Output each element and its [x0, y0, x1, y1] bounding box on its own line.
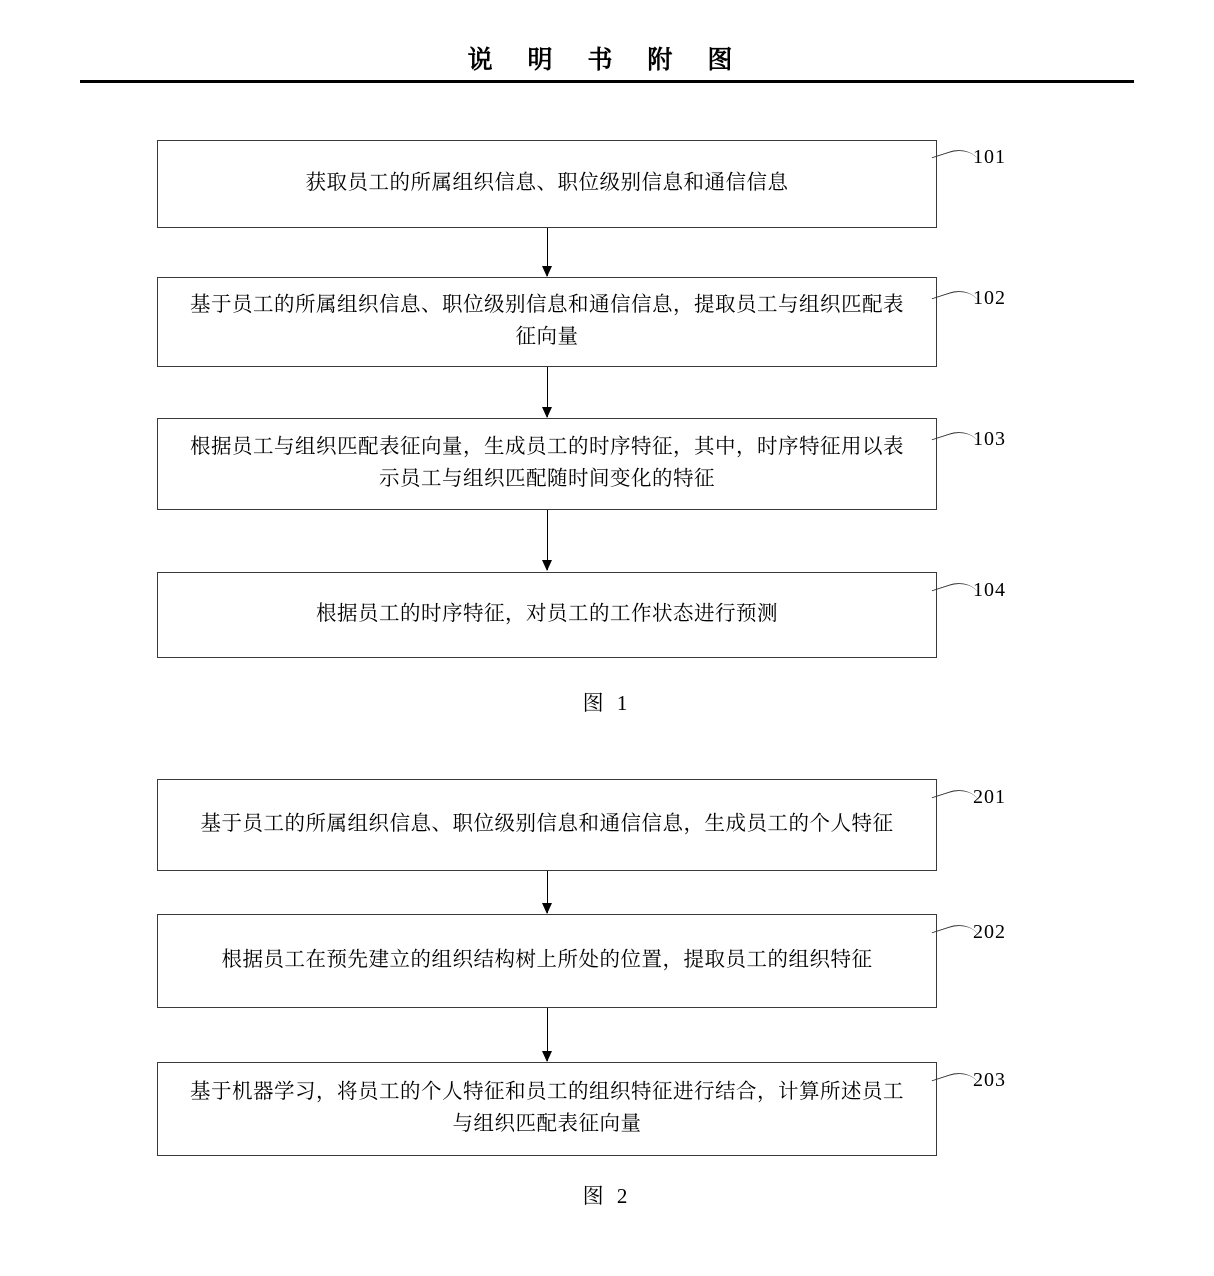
flow-box-101-label: 获取员工的所属组织信息、职位级别信息和通信信息	[305, 172, 789, 195]
flow-box-103	[157, 418, 937, 510]
flow-box-101	[157, 140, 937, 228]
flow-tag-202: 202	[973, 921, 1006, 943]
flow-arrow-101-102	[547, 228, 548, 276]
flow-box-202	[157, 914, 937, 1008]
flow-box-102-label: 基于员工的所属组织信息、职位级别信息和通信信息，提取员工与组织匹配表征向量	[190, 294, 904, 348]
flow-box-202-label: 根据员工在预先建立的组织结构树上所处的位置，提取员工的组织特征	[221, 949, 873, 972]
page-title: 说 明 书 附 图	[467, 46, 747, 74]
flow-arrow-201-202	[547, 871, 548, 913]
flow-box-203-label: 基于机器学习，将员工的个人特征和员工的组织特征进行结合，计算所述员工与组织匹配表征向量	[190, 1081, 904, 1135]
flow-box-203	[157, 1062, 937, 1156]
figure-1-caption: 图 1	[582, 691, 632, 715]
flow-tag-104: 104	[973, 579, 1006, 601]
flow-tag-102: 102	[973, 287, 1006, 309]
flow-box-201-label: 基于员工的所属组织信息、职位级别信息和通信信息，生成员工的个人特征	[200, 813, 894, 836]
flow-box-102	[157, 277, 937, 367]
figure-2-caption: 图 2	[582, 1184, 632, 1208]
flow-arrow-102-103	[547, 367, 548, 417]
flow-arrow-202-203	[547, 1008, 548, 1061]
flow-arrow-103-104	[547, 510, 548, 570]
flow-tag-101: 101	[973, 146, 1006, 168]
flow-box-201	[157, 779, 937, 871]
flow-box-104	[157, 572, 937, 658]
title-divider	[80, 80, 1134, 83]
flow-tag-203: 203	[973, 1069, 1006, 1091]
flow-box-103-label: 根据员工与组织匹配表征向量，生成员工的时序特征，其中，时序特征用以表示员工与组织匹配随时间变化的特征	[190, 436, 904, 490]
flow-box-104-label: 根据员工的时序特征，对员工的工作状态进行预测	[316, 603, 778, 626]
flow-tag-201: 201	[973, 786, 1006, 808]
flow-tag-103: 103	[973, 428, 1006, 450]
